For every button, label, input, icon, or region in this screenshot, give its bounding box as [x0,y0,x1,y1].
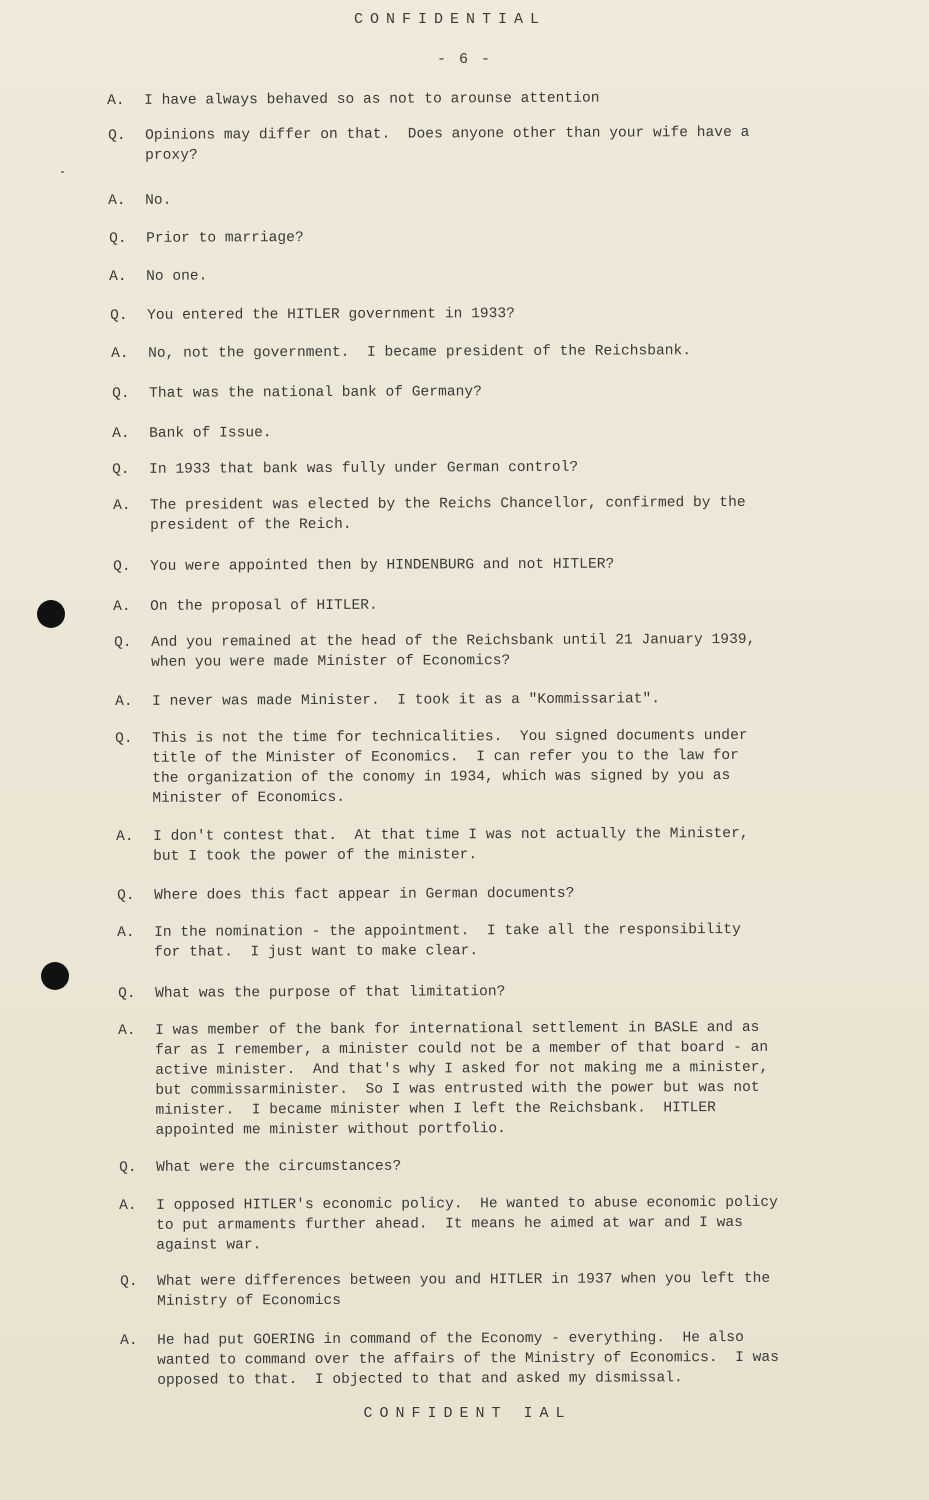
speaker-label: A. [113,497,131,514]
text-line: Minister of Economics. [152,789,346,807]
entry-text [154,884,574,906]
entry-text [146,228,304,249]
entry-text [157,1269,770,1312]
text-line: minister. I became minister when I left the Reichsbank. HITLER [155,1100,716,1119]
text-line: opposed to that. I objected to that and asked my dismissal. [157,1370,683,1389]
text-line: proxy? [145,147,198,164]
entry-text [149,423,272,444]
entry-text [149,382,482,404]
speaker-label: A. [118,1022,136,1039]
speaker-label: Q. [120,1273,138,1290]
text-line: In 1933 that bank was fully under German control? [149,459,579,478]
text-line: What were differences between you and HITLER in 1937 when you left the [157,1270,771,1290]
text-line: active minister. And that's why I asked for not making me a minister, [155,1059,769,1079]
text-line: I opposed HITLER's economic policy. He wanted to abuse economic policy [156,1194,778,1214]
speaker-label: Q. [112,385,130,402]
text-line: title of the Minister of Economics. I can refer you to the law for [152,747,739,767]
entry-text [145,123,749,166]
speaker-label: Q. [115,730,133,747]
speaker-label: Q. [119,1159,137,1176]
entry-text [150,555,614,577]
entry-text [156,1157,401,1178]
text-line: when you were made Minister of Economics? [151,653,511,671]
entry-text [152,726,748,809]
confidential-header: CONFIDENTIAL [353,11,547,28]
text-line: Opinions may differ on that. Does anyone other than your wife have a [145,124,750,144]
entry-text [144,89,599,111]
entry-text [146,267,207,287]
entry-text [149,458,578,480]
text-line: What was the purpose of that limitation? [155,984,506,1002]
speaker-label: Q. [110,307,128,324]
text-line: And you remained at the head of the Reichsbank until 21 January 1939, [151,631,756,651]
text-line: the organization of the conomy in 1934, which was signed by you as [152,767,731,787]
text-line: I was member of the bank for international settlement in BASLE and as [155,1019,760,1039]
text-line: No, not the government. I became president of the Reichsbank. [148,343,692,362]
speaker-label: Q. [114,634,132,651]
speaker-label: A. [107,92,125,109]
entry-text [150,596,378,617]
text-line: far as I remember, a minister could not be a member of that board - an [155,1039,769,1059]
entry-text [157,1328,779,1391]
text-line: I don't contest that. At that time I was not actually the Minister, [153,825,749,845]
confidential-footer: CONFIDENT IAL [363,1405,572,1422]
text-line: He had put GOERING in command of the Economy - everything. He also [157,1329,744,1349]
speaker-label: Q. [113,558,131,575]
entry-text [155,982,505,1004]
text-line: for that. I just want to make clear. [154,943,479,961]
entry-text [156,1193,778,1256]
text-line: What were the circumstances? [156,1158,402,1176]
text-line: No. [145,192,172,209]
text-line: You were appointed then by HINDENBURG and not HITLER? [150,556,615,575]
entry-text [150,493,746,536]
speaker-label: A. [111,345,129,362]
text-line: In the nomination - the appointment. I take all the responsibility [154,921,741,941]
entry-text [154,920,741,963]
speaker-label: A. [113,598,131,615]
entry-text [152,689,660,711]
text-line: On the proposal of HITLER. [150,597,378,615]
speaker-label: Q. [109,230,127,247]
entry-text [147,304,515,326]
text-line: You entered the HITLER government in 1933? [147,306,515,324]
speaker-label: Q. [112,461,130,478]
text-line: I never was made Minister. I took it as a "Kommissariat". [152,691,661,710]
entry-text [155,1018,769,1141]
page-number: - 6 - [436,51,492,68]
speaker-label: Q. [117,887,135,904]
text-line: I have always behaved so as not to arounse attention [144,90,600,109]
text-line: No one. [146,268,208,285]
text-line: appointed me minister without portfolio. [155,1121,506,1139]
punch-hole [41,962,69,990]
text-line: Bank of Issue. [149,425,272,442]
text-line: wanted to command over the affairs of the Ministry of Economics. I was [157,1349,779,1369]
text-line: Prior to marriage? [146,230,304,247]
speaker-label: A. [109,268,127,285]
text-line: president of the Reich. [150,516,352,534]
text-line: against war. [156,1237,262,1254]
speaker-label: A. [116,828,134,845]
entry-text [145,191,171,211]
paper-speck [61,171,64,173]
speaker-label: Q. [118,985,136,1002]
entry-text [148,341,691,364]
speaker-label: A. [115,693,133,710]
text-line: but commissarminister. So I was entrusted with the power but was not [155,1079,760,1099]
text-line: to put armaments further ahead. It means he aimed at war and I was [156,1214,743,1234]
entry-text [153,824,749,867]
punch-hole [37,600,65,628]
text-line: This is not the time for technicalities. You signed documents under [152,727,748,747]
speaker-label: A. [117,924,135,941]
speaker-label: A. [112,425,130,442]
text-line: That was the national bank of Germany? [149,384,482,402]
text-line: The president was elected by the Reichs Chancellor, confirmed by the [150,494,746,514]
text-line: Where does this fact appear in German documents? [154,885,575,904]
speaker-label: A. [119,1197,137,1214]
speaker-label: A. [120,1332,138,1349]
entry-text [151,630,755,673]
text-line: Ministry of Economics [157,1292,342,1310]
text-line: but I took the power of the minister. [153,847,478,865]
speaker-label: Q. [108,127,126,144]
speaker-label: A. [108,192,126,209]
